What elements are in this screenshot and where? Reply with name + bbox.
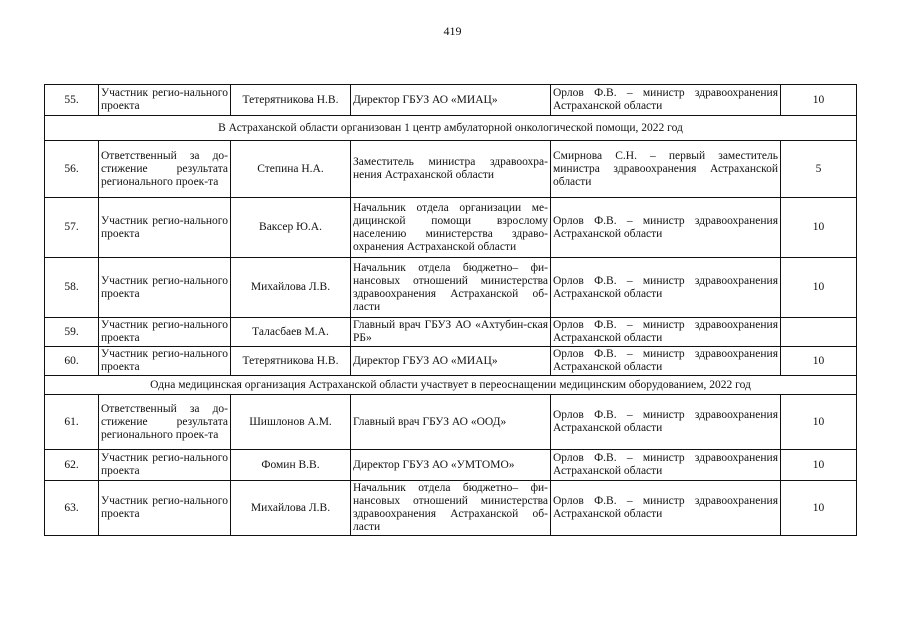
table-row <box>45 141 857 198</box>
supervisor-cell: Орлов Ф.В. – министр здравоохранения Астраханской области <box>551 395 781 450</box>
role-cell: Участник регио-нального проекта <box>99 198 231 258</box>
role-cell: Участник регио-нального проекта <box>99 85 231 116</box>
position-cell: Начальник отдела организации ме-дицинской помощи взрослому населению министерства здраво-охранения Астраханской области <box>351 198 551 258</box>
person-cell: Михайлова Л.В. <box>231 481 351 536</box>
section-row <box>45 116 857 141</box>
score-cell: 10 <box>781 347 857 376</box>
score-cell: 10 <box>781 395 857 450</box>
table-row <box>45 318 857 347</box>
person-cell: Тетерятникова Н.В. <box>231 85 351 116</box>
role-cell: Участник регио-нального проекта <box>99 318 231 347</box>
position-cell: Директор ГБУЗ АО «УМТОМО» <box>351 450 551 481</box>
role-cell: Ответственный за до-стижение результата регионального проек-та <box>99 395 231 450</box>
person-cell: Ваксер Ю.А. <box>231 198 351 258</box>
position-cell: Заместитель министра здравоохра-нения Астраханской области <box>351 141 551 198</box>
table-row <box>45 198 857 258</box>
person-cell: Шишлонов А.М. <box>231 395 351 450</box>
section-row <box>45 376 857 395</box>
score-cell: 10 <box>781 481 857 536</box>
section-title: Одна медицинская организация Астраханской области участвует в переоснащении медицинским оборудованием, 2022 год <box>45 376 857 395</box>
supervisor-cell: Смирнова С.Н. – первый заместитель министра здравоохранения Астраханской области <box>551 141 781 198</box>
score-cell: 5 <box>781 141 857 198</box>
supervisor-cell: Орлов Ф.В. – министр здравоохранения Астраханской области <box>551 318 781 347</box>
position-cell: Директор ГБУЗ АО «МИАЦ» <box>351 85 551 116</box>
row-number: 56. <box>45 141 99 198</box>
score-cell: 10 <box>781 85 857 116</box>
page-number: 419 <box>443 24 462 38</box>
table-row <box>45 85 857 116</box>
supervisor-cell: Орлов Ф.В. – министр здравоохранения Астраханской области <box>551 198 781 258</box>
supervisor-cell: Орлов Ф.В. – министр здравоохранения Астраханской области <box>551 258 781 318</box>
responsibility-table <box>44 84 857 536</box>
table-row <box>45 481 857 536</box>
person-cell: Фомин В.В. <box>231 450 351 481</box>
position-cell: Директор ГБУЗ АО «МИАЦ» <box>351 347 551 376</box>
score-cell: 10 <box>781 258 857 318</box>
table-row <box>45 450 857 481</box>
role-cell: Ответственный за до-стижение результата регионального проек-та <box>99 141 231 198</box>
position-cell: Главный врач ГБУЗ АО «Ахтубин-ская РБ» <box>351 318 551 347</box>
row-number: 63. <box>45 481 99 536</box>
supervisor-cell: Орлов Ф.В. – министр здравоохранения Астраханской области <box>551 450 781 481</box>
row-number: 61. <box>45 395 99 450</box>
score-cell <box>781 318 857 347</box>
person-cell: Тетерятникова Н.В. <box>231 347 351 376</box>
role-cell: Участник регио-нального проекта <box>99 450 231 481</box>
score-cell: 10 <box>781 198 857 258</box>
person-cell: Степина Н.А. <box>231 141 351 198</box>
supervisor-cell: Орлов Ф.В. – министр здравоохранения Астраханской области <box>551 481 781 536</box>
section-title: В Астраханской области организован 1 центр амбулаторной онкологической помощи, 2022 год <box>45 116 857 141</box>
role-cell: Участник регио-нального проекта <box>99 481 231 536</box>
role-cell: Участник регио-нального проекта <box>99 258 231 318</box>
supervisor-cell: Орлов Ф.В. – министр здравоохранения Астраханской области <box>551 347 781 376</box>
position-cell: Главный врач ГБУЗ АО «ООД» <box>351 395 551 450</box>
table-row <box>45 395 857 450</box>
table-row <box>45 347 857 376</box>
row-number: 60. <box>45 347 99 376</box>
position-cell: Начальник отдела бюджетно– фи-нансовых отношений министерства здравоохранения Астраханской об-ласти <box>351 481 551 536</box>
role-cell: Участник регио-нального проекта <box>99 347 231 376</box>
row-number: 57. <box>45 198 99 258</box>
row-number: 59. <box>45 318 99 347</box>
supervisor-cell: Орлов Ф.В. – министр здравоохранения Астраханской области <box>551 85 781 116</box>
row-number: 62. <box>45 450 99 481</box>
row-number: 58. <box>45 258 99 318</box>
person-cell: Михайлова Л.В. <box>231 258 351 318</box>
score-cell: 10 <box>781 450 857 481</box>
table-row <box>45 258 857 318</box>
row-number: 55. <box>45 85 99 116</box>
position-cell: Начальник отдела бюджетно– фи-нансовых отношений министерства здравоохранения Астраханской об-ласти <box>351 258 551 318</box>
person-cell: Таласбаев М.А. <box>231 318 351 347</box>
